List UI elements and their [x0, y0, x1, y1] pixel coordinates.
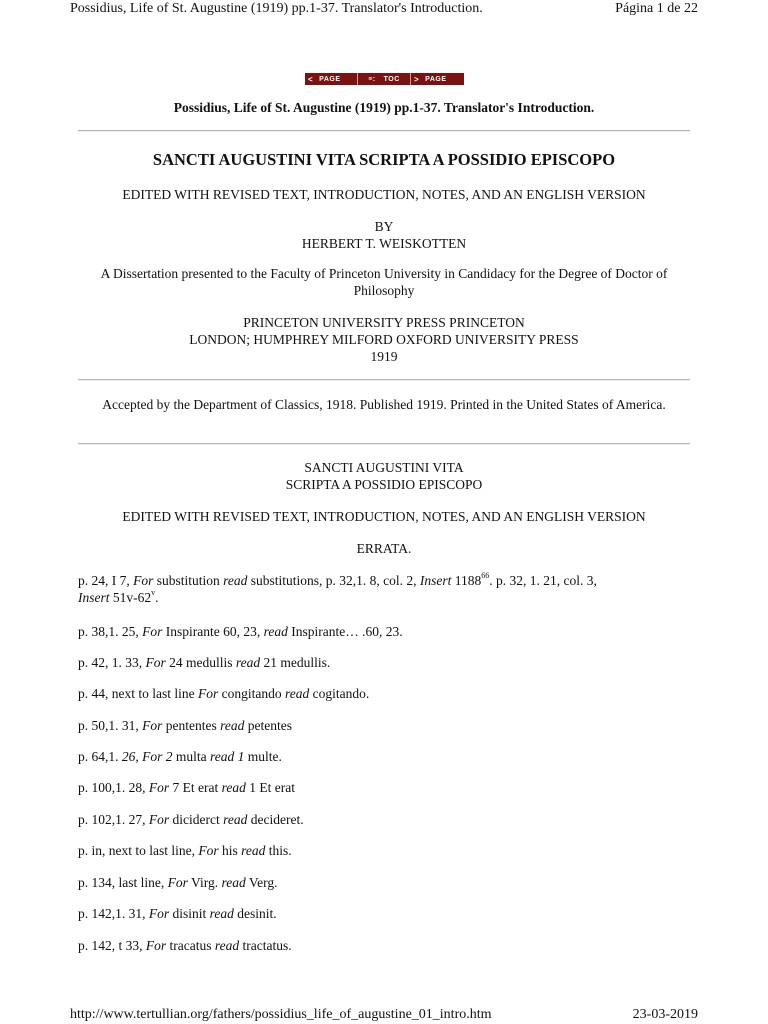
main-title: SANCTI AUGUSTINI VITA SCRIPTA A POSSIDIO EPISCOPO: [152, 150, 616, 169]
errata-item: p. in, next to last line, For his read this.: [78, 843, 292, 858]
publisher-year: 1919: [370, 349, 398, 364]
source-url[interactable]: http://www.tertullian.org/fathers/possidius_life_of_augustine_01_intro.htm: [70, 1007, 492, 1022]
document-heading: Possidius, Life of St. Augustine (1919) pp.1-37. Translator's Introduction.: [173, 100, 595, 115]
publisher-line-2: LONDON; HUMPHREY MILFORD OXFORD UNIVERSITY PRESS: [189, 332, 579, 347]
print-header-page-number: Página 1 de 22: [615, 1, 698, 16]
accepted-note: Accepted by the Department of Classics, 1918. Published 1919. Printed in the United States of America.: [102, 397, 666, 412]
errata-item: p. 100,1. 28, For 7 Et erat read 1 Et erat: [78, 780, 295, 795]
page-navigation-bar: [305, 73, 464, 85]
vita-title-block: [78, 459, 690, 493]
errata-item: p. 142, t 33, For tracatus read tractatus.: [78, 938, 292, 953]
prev-page-label: PAGE: [319, 75, 341, 83]
print-date: 23-03-2019: [632, 1007, 698, 1022]
by-label: BY: [374, 219, 394, 234]
toc-button[interactable]: [357, 73, 411, 85]
errata-item: p. 64,1. 26, For 2 multa read 1 multe.: [78, 749, 282, 764]
next-page-label: PAGE: [425, 75, 447, 83]
errata-item: p. 102,1. 27, For diciderct read decideret.: [78, 812, 304, 827]
vita-line-1: SANCTI AUGUSTINI VITA: [304, 460, 464, 475]
next-page-button[interactable]: [411, 73, 464, 85]
divider: [78, 443, 690, 445]
arrow-right-icon: >: [414, 74, 420, 84]
subtitle: EDITED WITH REVISED TEXT, INTRODUCTION, NOTES, AND AN ENGLISH VERSION: [122, 187, 646, 202]
arrow-left-icon: <: [308, 74, 314, 84]
toc-label: TOC: [383, 75, 400, 83]
print-header-title: Possidius, Life of St. Augustine (1919) pp.1-37. Translator's Introduction.: [70, 1, 483, 16]
vita-line-2: SCRIPTA A POSSIDIO EPISCOPO: [285, 477, 483, 492]
print-header: [70, 0, 698, 18]
errata-item: p. 134, last line, For Virg. read Verg.: [78, 875, 278, 890]
author-name: HERBERT T. WEISKOTTEN: [301, 236, 467, 251]
errata-heading: ERRATA.: [356, 541, 412, 556]
list-icon: ≡:: [368, 75, 376, 83]
print-footer: [70, 1006, 698, 1024]
publisher-block: [78, 314, 690, 365]
divider: [78, 130, 690, 132]
publisher-line-1: PRINCETON UNIVERSITY PRESS PRINCETON: [243, 315, 525, 330]
dissertation-note: A Dissertation presented to the Faculty of Princeton University in Candidacy for the Degree of Doctor of Philosophy: [100, 266, 668, 298]
author-block: [78, 218, 690, 252]
errata-item: p. 142,1. 31, For disinit read desinit.: [78, 906, 277, 921]
subtitle-repeat: EDITED WITH REVISED TEXT, INTRODUCTION, NOTES, AND AN ENGLISH VERSION: [122, 509, 646, 524]
divider: [78, 379, 690, 381]
errata-item: p. 50,1. 31, For pententes read petentes: [78, 718, 292, 733]
errata-item: p. 44, next to last line For congitando read cogitando.: [78, 686, 370, 701]
errata-item: p. 38,1. 25, For Inspirante 60, 23, read Inspirante… .60, 23.: [78, 624, 403, 639]
errata-item: p. 42, 1. 33, For 24 medullis read 21 medullis.: [78, 655, 331, 670]
errata-item: p. 24, I 7, For substitution read substitutions, p. 32,1. 8, col. 2, Insert 1188$^{66}$. p. 32, 1. 21, col. 3, Insert 51v-62$^v$.: [78, 571, 597, 605]
prev-page-button[interactable]: [305, 73, 357, 85]
